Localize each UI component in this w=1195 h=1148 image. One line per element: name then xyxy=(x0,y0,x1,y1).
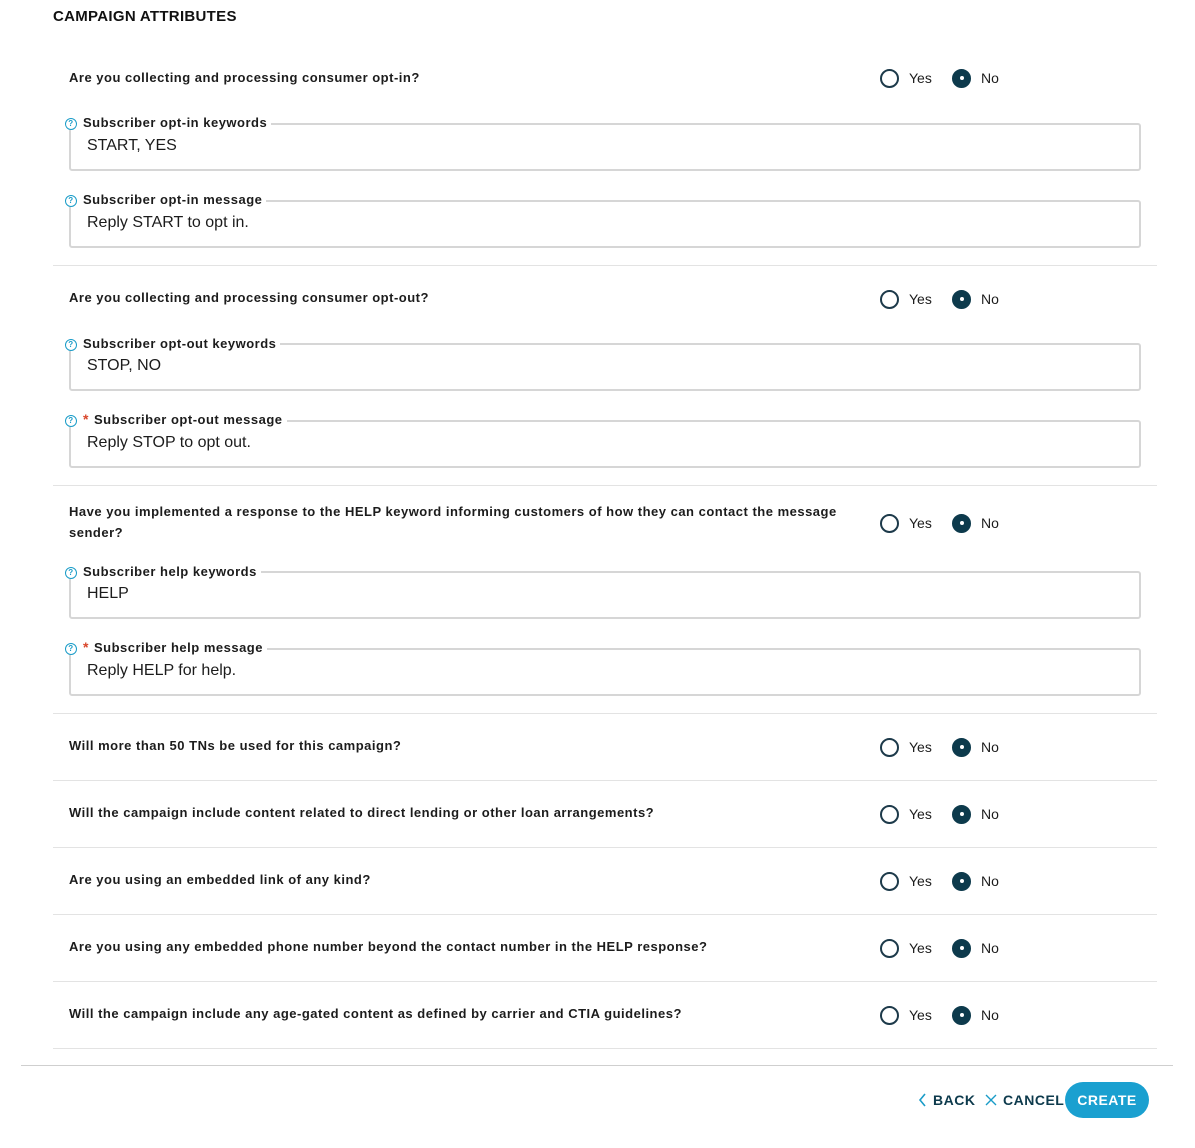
help-icon[interactable]: ? xyxy=(65,339,77,351)
back-button[interactable] xyxy=(918,1092,975,1108)
field-value: START, YES xyxy=(87,137,177,154)
divider xyxy=(53,847,1157,848)
radio-opt-out-yes[interactable] xyxy=(880,290,952,309)
radio-label-yes: Yes xyxy=(909,1007,932,1023)
radio-embedded-phone-no[interactable] xyxy=(952,939,999,958)
divider xyxy=(53,981,1157,982)
close-icon xyxy=(985,1094,997,1106)
help-message-input[interactable] xyxy=(69,648,1141,696)
radio-circle-checked-icon xyxy=(952,69,971,88)
radio-label-no: No xyxy=(981,1007,999,1023)
help-icon[interactable]: ? xyxy=(65,118,77,130)
question-embedded-phone: Are you using any embedded phone number beyond the contact number in the HELP response? xyxy=(69,939,708,954)
help-icon[interactable]: ? xyxy=(65,415,77,427)
help-message-label xyxy=(65,639,267,655)
radio-label-yes: Yes xyxy=(909,70,932,86)
radio-label-yes: Yes xyxy=(909,291,932,307)
question-tns: Will more than 50 TNs be used for this campaign? xyxy=(69,738,402,753)
radio-circle-icon xyxy=(880,939,899,958)
radio-label-no: No xyxy=(981,940,999,956)
opt-in-keywords-label xyxy=(65,114,271,130)
radio-label-yes: Yes xyxy=(909,739,932,755)
required-mark: * xyxy=(83,639,89,655)
radio-label-no: No xyxy=(981,873,999,889)
radio-age-gated-no[interactable] xyxy=(952,1006,999,1025)
radio-circle-checked-icon xyxy=(952,514,971,533)
question-help: Have you implemented a response to the HELP keyword informing customers of how they can contact the message sender? xyxy=(69,504,837,540)
cancel-button-label: CANCEL xyxy=(1003,1092,1065,1108)
radio-label-yes: Yes xyxy=(909,873,932,889)
opt-in-message-label xyxy=(65,191,266,207)
field-label-text: Subscriber opt-out message xyxy=(93,411,283,427)
help-icon[interactable]: ? xyxy=(65,195,77,207)
radio-label-no: No xyxy=(981,739,999,755)
radio-opt-in-no[interactable] xyxy=(952,69,999,88)
divider xyxy=(53,713,1157,714)
question-opt-out: Are you collecting and processing consumer opt-out? xyxy=(69,290,429,305)
opt-in-message-input[interactable] xyxy=(69,200,1141,248)
field-label-text: Subscriber opt-out keywords xyxy=(83,335,277,351)
question-age-gated: Will the campaign include any age-gated content as defined by carrier and CTIA guidelines? xyxy=(69,1006,682,1021)
radio-tns-yes[interactable] xyxy=(880,738,952,757)
divider xyxy=(53,265,1157,266)
question-embedded-link: Are you using an embedded link of any kind? xyxy=(69,872,371,887)
help-keywords-label xyxy=(65,563,261,579)
radio-circle-checked-icon xyxy=(952,805,971,824)
opt-in-keywords-input[interactable] xyxy=(69,123,1141,171)
radio-opt-in-yes[interactable] xyxy=(880,69,952,88)
radio-circle-checked-icon xyxy=(952,872,971,891)
radio-group-opt-in xyxy=(880,68,999,88)
required-mark: * xyxy=(83,411,89,427)
opt-out-message-input[interactable] xyxy=(69,420,1141,468)
radio-circle-icon xyxy=(880,1006,899,1025)
radio-help-no[interactable] xyxy=(952,514,999,533)
radio-lending-no[interactable] xyxy=(952,805,999,824)
opt-out-message-label xyxy=(65,411,287,427)
radio-lending-yes[interactable] xyxy=(880,805,952,824)
field-value: HELP xyxy=(87,585,129,602)
back-button-label: BACK xyxy=(933,1092,976,1108)
radio-opt-out-no[interactable] xyxy=(952,290,999,309)
radio-label-yes: Yes xyxy=(909,515,932,531)
field-label-text: Subscriber opt-in keywords xyxy=(83,114,268,130)
divider xyxy=(53,914,1157,915)
radio-group-lending xyxy=(880,804,999,824)
field-label-text: Subscriber help message xyxy=(93,639,263,655)
radio-label-yes: Yes xyxy=(909,940,932,956)
divider xyxy=(53,1048,1157,1049)
field-value: Reply STOP to opt out. xyxy=(87,434,251,451)
radio-age-gated-yes[interactable] xyxy=(880,1006,952,1025)
help-icon[interactable]: ? xyxy=(65,643,77,655)
radio-label-no: No xyxy=(981,806,999,822)
radio-circle-checked-icon xyxy=(952,738,971,757)
create-button[interactable]: CREATE xyxy=(1065,1082,1149,1118)
question-lending: Will the campaign include content related to direct lending or other loan arrangements? xyxy=(69,805,655,820)
radio-tns-no[interactable] xyxy=(952,738,999,757)
radio-circle-checked-icon xyxy=(952,1006,971,1025)
radio-circle-checked-icon xyxy=(952,290,971,309)
radio-label-yes: Yes xyxy=(909,806,932,822)
field-value: Reply HELP for help. xyxy=(87,662,237,679)
radio-circle-checked-icon xyxy=(952,939,971,958)
radio-group-tns xyxy=(880,737,999,757)
question-opt-in: Are you collecting and processing consumer opt-in? xyxy=(69,70,420,85)
opt-out-keywords-label xyxy=(65,335,280,351)
radio-circle-icon xyxy=(880,69,899,88)
footer-divider xyxy=(21,1065,1173,1066)
radio-group-age-gated xyxy=(880,1005,999,1025)
radio-group-embedded-phone xyxy=(880,938,999,958)
radio-help-yes[interactable] xyxy=(880,514,952,533)
field-value: STOP, NO xyxy=(87,357,162,374)
section-title: CAMPAIGN ATTRIBUTES xyxy=(53,8,237,25)
cancel-button[interactable] xyxy=(985,1092,1064,1108)
chevron-left-icon xyxy=(918,1093,927,1107)
radio-circle-icon xyxy=(880,290,899,309)
radio-group-help xyxy=(880,513,999,533)
radio-embedded-phone-yes[interactable] xyxy=(880,939,952,958)
radio-embedded-link-yes[interactable] xyxy=(880,872,952,891)
radio-embedded-link-no[interactable] xyxy=(952,872,999,891)
radio-circle-icon xyxy=(880,738,899,757)
divider xyxy=(53,485,1157,486)
radio-label-no: No xyxy=(981,515,999,531)
radio-circle-icon xyxy=(880,805,899,824)
radio-group-opt-out xyxy=(880,289,999,309)
radio-group-embedded-link xyxy=(880,871,999,891)
field-label-text: Subscriber help keywords xyxy=(83,563,257,579)
field-label-text: Subscriber opt-in message xyxy=(83,191,263,207)
radio-label-no: No xyxy=(981,291,999,307)
radio-circle-icon xyxy=(880,872,899,891)
radio-label-no: No xyxy=(981,70,999,86)
radio-circle-icon xyxy=(880,514,899,533)
help-icon[interactable]: ? xyxy=(65,567,77,579)
divider xyxy=(53,780,1157,781)
field-value: Reply START to opt in. xyxy=(87,214,249,231)
